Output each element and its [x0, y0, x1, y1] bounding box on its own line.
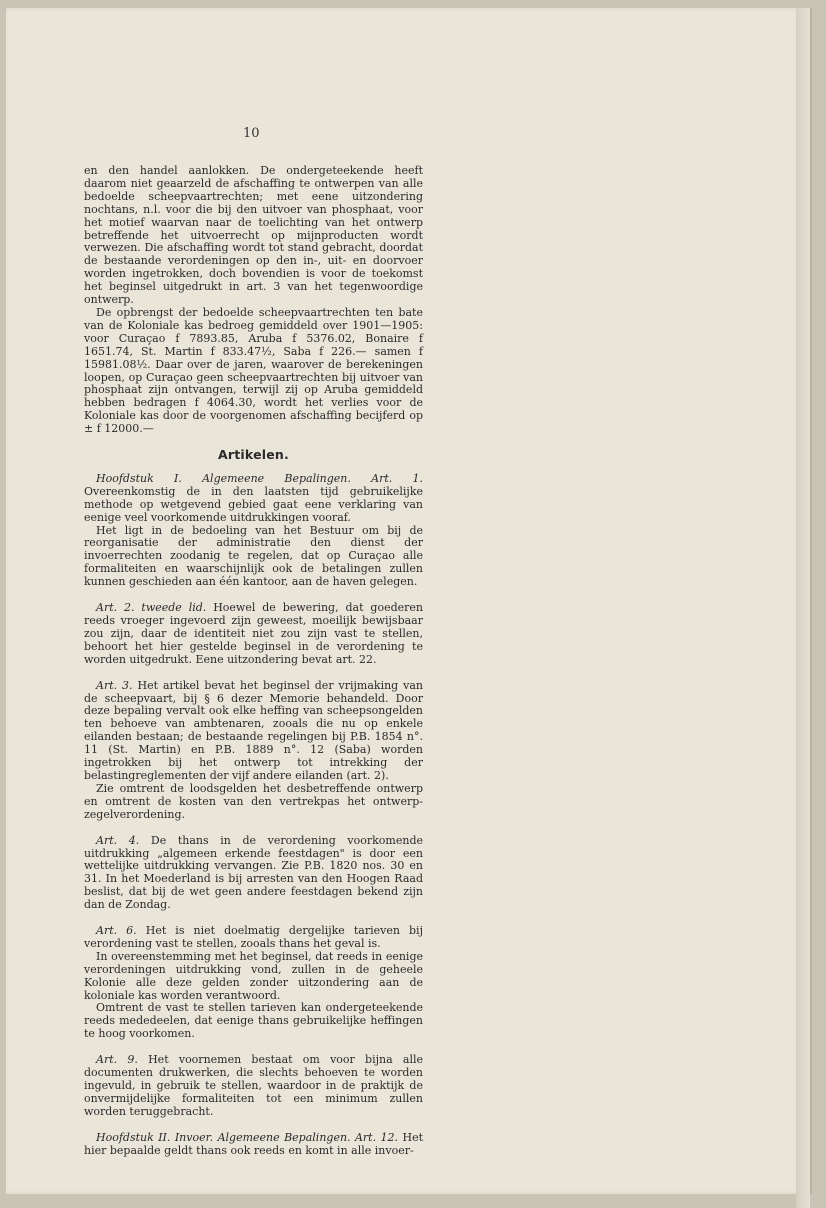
paragraph: en den handel aanlokken. De ondergeteekende heeft daarom niet geaarzeld de afschaffing te ontwerpen van alle bedoelde scheepvaartrechten; met eene uitzondering nochtans, n.l. voor die bij den uitvoer van phosphaat, voor het motief waarvan naar de toelichting van het ontwerp betreffende het uitvoerrecht op mijnproducten wordt verwezen. Die afschaffing wordt tot stand gebracht, doordat de bestaande verordeningen op den in-, uit- en doorvoer worden ingetrokken, doch bovendien is voor de toekomst het beginsel uitgedrukt in art. 3 van het tegenwoordige ontwerp.	[84, 164, 423, 307]
article-label: Hoofdstuk I. Algemeene Bepalingen. Art. 1.	[96, 471, 423, 485]
article-label: Art. 6.	[96, 924, 137, 938]
article-text: Overeenkomstig de in den laatsten tijd gebruikelijke methode op wetgevend gebied gaat eene verklaring van eenige veel voorkomende uitdrukkingen vooraf.	[84, 484, 423, 524]
paragraph	[84, 473, 423, 525]
paragraph	[84, 925, 423, 951]
article-label: Art. 2. tweede lid.	[96, 601, 207, 615]
article-label: Art. 3.	[96, 678, 133, 692]
article-text: Het is niet doelmatig dergelijke tarieven bij verordening vast te stellen, zooals thans het geval is.	[84, 924, 423, 950]
paragraph: Het ligt in de bedoeling van het Bestuur om bij de reorganisatie der administratie den dienst der invoerrechten zoodanig te regelen, dat op Curaçao alle formaliteiten en waarschijnlijk ook de betalingen zullen kunnen geschieden aan één kantoor, aan de haven gelegen.	[84, 523, 423, 589]
paragraph	[84, 680, 423, 783]
paragraph	[84, 602, 423, 667]
body-text	[84, 165, 423, 1158]
page-number: 10	[243, 126, 260, 141]
article-text: Het hier bepaalde geldt thans ook reeds en komt in alle invoer-	[84, 1130, 423, 1157]
paragraph: In overeenstemming met het beginsel, dat reeds in eenige verordeningen uitdrukking vond, zullen in de geheele Kolonie alle deze gelden zonder uitzondering aan de koloniale kas worden verantwoord.	[84, 949, 423, 1002]
article-text: Hoewel de bewering, dat goederen reeds vroeger ingevoerd zijn geweest, moeilijk bewijsbaar zou zijn, daar de identiteit niet zou zijn vast te stellen, behoort het hier gestelde beginsel in de verordening te worden uitgedrukt. Eene uitzondering bevat art. 22.	[84, 601, 423, 666]
page-edge	[796, 8, 810, 1208]
paragraph: Zie omtrent de loodsgelden het desbetreffende ontwerp en omtrent de kosten van den vertrekpas het ontwerp-zegelverordening.	[84, 781, 423, 821]
paragraph	[84, 1132, 423, 1158]
paragraph: De opbrengst der bedoelde scheepvaartrechten ten bate van de Koloniale kas bedroeg gemiddeld over 1901—1905: voor Curaçao f 7893.85, Aruba f 5376.02, Bonaire f 1651.74, St. Martin f 833.47½, Saba f 226.— samen f 15981.08½. Daar over de jaren, waarover de berekeningen loopen, op Curaçao geen scheepvaartrechten bij uitvoer van phosphaat zijn ontvangen, terwijl zij op Aruba gemiddeld hebben bedragen f 4064.30, wordt het verlies voor de Koloniale kas door de voorgenomen afschaffing becijferd op ± f 12000.—	[84, 305, 423, 436]
article-text: De thans in de verordening voorkomende uitdrukking „algemeen erkende feestdagen" is door een wettelijke uitdrukking vervangen. Zie P.B. 1820 nos. 30 en 31. In het Moederland is bij arresten van den Hoogen Raad beslist, dat bij de wet geen andere feestdagen bekend zijn dan de Zondag.	[84, 833, 423, 912]
document-page	[6, 8, 812, 1194]
paragraph	[84, 835, 423, 912]
paragraph: Omtrent de vast te stellen tarieven kan ondergeteekende reeds mededeelen, dat eenige thans gebruikelijke heffingen te hoog voorkomen.	[84, 1001, 423, 1041]
article-label: Art. 4.	[96, 833, 140, 847]
article-text: Het artikel bevat het beginsel der vrijmaking van de scheepvaart, bij § 6 dezer Memorie behandeld. Door deze bepaling vervalt ook elke heffing van scheepsongelden ten behoeve van ambtenaren, zooals die nu op enkele eilanden bestaan; de bestaande regelingen bij P.B. 1854 n°. 11 (St. Martin) en P.B. 1889 n°. 12 (Saba) worden ingetrokken bij het ontwerp tot intrekking der belastingreglementen der vijf andere eilanden (art. 2).	[84, 678, 423, 782]
paragraph	[84, 1054, 423, 1119]
article-label: Art. 9.	[96, 1053, 138, 1067]
section-heading: Artikelen.	[218, 447, 289, 463]
article-label: Hoofdstuk II. Invoer. Algemeene Bepalingen. Art. 12.	[96, 1130, 399, 1144]
article-text: Het voornemen bestaat om voor bijna alle documenten drukwerken, die slechts behoeven te worden ingevuld, in gebruik te stellen, waardoor in de praktijk de onvermijdelijke formaliteiten tot een minimum zullen worden teruggebracht.	[84, 1053, 423, 1118]
